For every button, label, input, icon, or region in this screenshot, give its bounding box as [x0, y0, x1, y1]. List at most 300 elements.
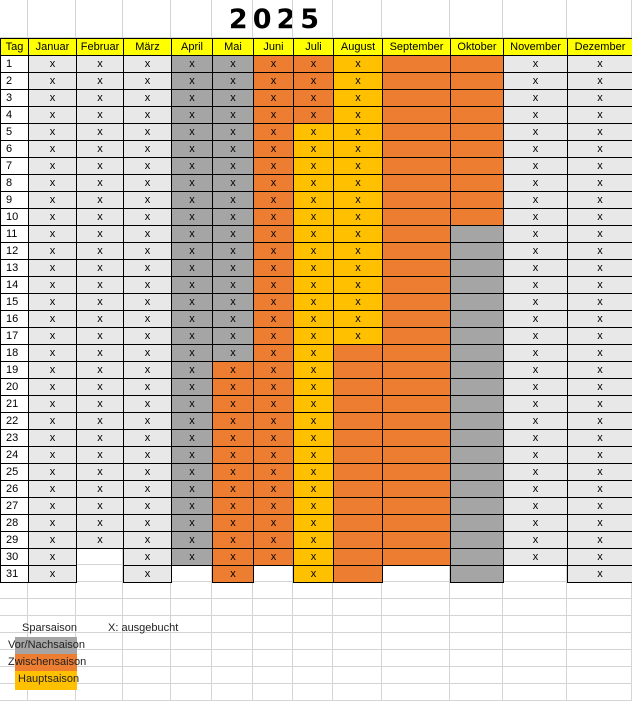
day-cell-spar[interactable]: x [567, 225, 632, 243]
day-cell-haupt[interactable]: x [293, 565, 334, 583]
day-cell-zwischen[interactable] [382, 378, 451, 396]
day-number-cell[interactable]: 7 [0, 157, 29, 175]
day-cell-spar[interactable]: x [503, 191, 568, 209]
day-cell-vor-nach[interactable]: x [212, 259, 254, 277]
day-cell-spar[interactable]: x [28, 225, 77, 243]
day-cell-spar[interactable]: x [567, 293, 632, 311]
day-cell-spar[interactable]: x [567, 412, 632, 430]
day-cell-haupt[interactable]: x [293, 344, 334, 362]
day-cell-vor-nach[interactable]: x [171, 208, 213, 226]
day-cell-spar[interactable]: x [28, 293, 77, 311]
day-cell-vor-nach[interactable] [450, 361, 504, 379]
day-cell-zwischen[interactable]: x [212, 361, 254, 379]
day-cell-vor-nach[interactable]: x [171, 548, 213, 566]
day-cell-haupt[interactable]: x [333, 310, 383, 328]
day-cell-spar[interactable]: x [28, 344, 77, 362]
day-cell-vor-nach[interactable]: x [171, 429, 213, 447]
day-cell-zwischen[interactable]: x [253, 497, 294, 515]
day-cell-spar[interactable]: x [567, 480, 632, 498]
day-cell-spar[interactable]: x [567, 174, 632, 192]
day-cell-spar[interactable]: x [28, 140, 77, 158]
day-cell-haupt[interactable]: x [333, 191, 383, 209]
day-number-cell[interactable]: 23 [0, 429, 29, 447]
day-cell-spar[interactable]: x [123, 276, 172, 294]
day-cell-spar[interactable]: x [503, 344, 568, 362]
day-number-cell[interactable]: 20 [0, 378, 29, 396]
day-cell-haupt[interactable]: x [293, 242, 334, 260]
day-cell-spar[interactable]: x [567, 208, 632, 226]
day-cell-zwischen[interactable]: x [293, 89, 334, 107]
day-cell-spar[interactable]: x [503, 242, 568, 260]
day-cell-spar[interactable]: x [76, 344, 124, 362]
day-cell-spar[interactable]: x [76, 140, 124, 158]
day-cell-spar[interactable]: x [567, 361, 632, 379]
day-cell-vor-nach[interactable]: x [171, 55, 213, 73]
day-cell-haupt[interactable]: x [333, 89, 383, 107]
day-cell-spar[interactable]: x [76, 174, 124, 192]
day-cell-spar[interactable]: x [567, 395, 632, 413]
header-month[interactable]: November [503, 38, 568, 56]
day-cell-zwischen[interactable]: x [253, 531, 294, 549]
day-number-cell[interactable]: 6 [0, 140, 29, 158]
day-cell-haupt[interactable]: x [333, 72, 383, 90]
day-cell-vor-nach[interactable]: x [171, 225, 213, 243]
day-cell-spar[interactable]: x [503, 157, 568, 175]
day-cell-spar[interactable]: x [567, 429, 632, 447]
day-cell-haupt[interactable]: x [293, 497, 334, 515]
day-number-cell[interactable]: 5 [0, 123, 29, 141]
day-cell-spar[interactable]: x [76, 514, 124, 532]
day-cell-spar[interactable]: x [503, 463, 568, 481]
day-cell-zwischen[interactable] [382, 89, 451, 107]
day-cell-spar[interactable]: x [28, 123, 77, 141]
day-cell-vor-nach[interactable] [450, 293, 504, 311]
day-cell-zwischen[interactable] [450, 174, 504, 192]
day-cell-vor-nach[interactable] [450, 259, 504, 277]
day-cell-zwischen[interactable] [450, 55, 504, 73]
day-cell-haupt[interactable]: x [293, 378, 334, 396]
day-cell-spar[interactable]: x [123, 259, 172, 277]
day-cell-haupt[interactable]: x [293, 208, 334, 226]
day-cell-vor-nach[interactable]: x [212, 225, 254, 243]
day-cell-spar[interactable]: x [503, 310, 568, 328]
day-cell-spar[interactable]: x [503, 208, 568, 226]
day-cell-vor-nach[interactable]: x [212, 242, 254, 260]
day-number-cell[interactable]: 18 [0, 344, 29, 362]
day-cell-zwischen[interactable] [333, 497, 383, 515]
day-cell-haupt[interactable]: x [293, 531, 334, 549]
day-cell-haupt[interactable]: x [333, 174, 383, 192]
day-cell-haupt[interactable]: x [333, 123, 383, 141]
day-cell-spar[interactable]: x [503, 361, 568, 379]
day-cell-spar[interactable]: x [123, 174, 172, 192]
day-number-cell[interactable]: 21 [0, 395, 29, 413]
day-cell-spar[interactable]: x [76, 378, 124, 396]
day-number-cell[interactable]: 9 [0, 191, 29, 209]
day-cell-vor-nach[interactable] [450, 395, 504, 413]
day-cell-vor-nach[interactable]: x [212, 106, 254, 124]
day-cell-zwischen[interactable]: x [212, 463, 254, 481]
day-cell-spar[interactable]: x [76, 157, 124, 175]
day-cell-spar[interactable]: x [76, 259, 124, 277]
header-month[interactable]: Februar [76, 38, 124, 56]
day-cell-spar[interactable]: x [28, 72, 77, 90]
day-cell-spar[interactable]: x [76, 446, 124, 464]
day-number-cell[interactable]: 24 [0, 446, 29, 464]
day-cell-spar[interactable]: x [503, 174, 568, 192]
day-cell-vor-nach[interactable]: x [212, 191, 254, 209]
day-cell-spar[interactable]: x [123, 412, 172, 430]
day-cell-vor-nach[interactable]: x [171, 157, 213, 175]
day-cell-vor-nach[interactable]: x [171, 497, 213, 515]
day-cell-zwischen[interactable]: x [253, 548, 294, 566]
day-cell-vor-nach[interactable]: x [212, 55, 254, 73]
day-cell-spar[interactable]: x [503, 446, 568, 464]
day-cell-zwischen[interactable] [450, 140, 504, 158]
day-cell-vor-nach[interactable] [450, 463, 504, 481]
day-cell-spar[interactable]: x [28, 276, 77, 294]
day-number-cell[interactable]: 17 [0, 327, 29, 345]
day-cell-zwischen[interactable]: x [212, 395, 254, 413]
day-cell-zwischen[interactable] [382, 208, 451, 226]
day-cell-zwischen[interactable] [382, 174, 451, 192]
day-cell-zwischen[interactable]: x [212, 531, 254, 549]
day-number-cell[interactable]: 3 [0, 89, 29, 107]
day-cell-zwischen[interactable] [450, 157, 504, 175]
day-cell-spar[interactable]: x [28, 242, 77, 260]
day-cell-zwischen[interactable] [333, 548, 383, 566]
day-cell-haupt[interactable]: x [293, 412, 334, 430]
day-number-cell[interactable]: 2 [0, 72, 29, 90]
day-cell-zwischen[interactable]: x [253, 174, 294, 192]
day-cell-vor-nach[interactable]: x [212, 123, 254, 141]
day-cell-zwischen[interactable] [382, 191, 451, 209]
day-cell-zwischen[interactable] [382, 140, 451, 158]
day-cell-spar[interactable]: x [76, 310, 124, 328]
day-cell-zwischen[interactable]: x [253, 259, 294, 277]
day-cell-vor-nach[interactable] [450, 565, 504, 583]
day-cell-spar[interactable]: x [567, 310, 632, 328]
day-cell-zwischen[interactable] [382, 531, 451, 549]
day-cell-spar[interactable]: x [503, 395, 568, 413]
day-cell-zwischen[interactable] [382, 123, 451, 141]
header-month[interactable]: Dezember [567, 38, 632, 56]
day-cell-haupt[interactable]: x [293, 191, 334, 209]
day-cell-spar[interactable]: x [567, 191, 632, 209]
day-cell-zwischen[interactable]: x [212, 429, 254, 447]
day-number-cell[interactable]: 30 [0, 548, 29, 566]
day-cell-spar[interactable]: x [28, 259, 77, 277]
day-cell-vor-nach[interactable]: x [171, 140, 213, 158]
day-cell-zwischen[interactable] [333, 514, 383, 532]
day-cell-vor-nach[interactable]: x [171, 106, 213, 124]
header-month[interactable]: Juli [293, 38, 334, 56]
day-cell-vor-nach[interactable] [450, 480, 504, 498]
day-cell-zwischen[interactable] [333, 429, 383, 447]
day-cell-vor-nach[interactable]: x [171, 310, 213, 328]
day-cell-zwischen[interactable] [382, 361, 451, 379]
day-cell-spar[interactable]: x [28, 565, 77, 583]
day-cell-zwischen[interactable] [382, 242, 451, 260]
day-cell-vor-nach[interactable]: x [212, 157, 254, 175]
day-cell-spar[interactable]: x [28, 514, 77, 532]
day-cell-zwischen[interactable]: x [253, 225, 294, 243]
day-cell-zwischen[interactable]: x [253, 191, 294, 209]
day-cell-spar[interactable]: x [567, 446, 632, 464]
day-cell-spar[interactable]: x [76, 463, 124, 481]
day-cell-spar[interactable]: x [503, 89, 568, 107]
day-cell-spar[interactable]: x [76, 123, 124, 141]
day-cell-vor-nach[interactable]: x [212, 310, 254, 328]
day-number-cell[interactable]: 15 [0, 293, 29, 311]
day-cell-spar[interactable]: x [28, 157, 77, 175]
day-cell-spar[interactable]: x [76, 395, 124, 413]
day-cell-vor-nach[interactable]: x [171, 378, 213, 396]
day-number-cell[interactable]: 26 [0, 480, 29, 498]
day-cell-spar[interactable]: x [76, 412, 124, 430]
day-cell-zwischen[interactable] [382, 429, 451, 447]
day-cell-zwischen[interactable] [382, 225, 451, 243]
day-cell-vor-nach[interactable] [450, 548, 504, 566]
day-cell-zwischen[interactable]: x [253, 157, 294, 175]
day-cell-spar[interactable]: x [76, 208, 124, 226]
day-cell-spar[interactable]: x [123, 429, 172, 447]
day-cell-spar[interactable]: x [123, 514, 172, 532]
day-cell-haupt[interactable]: x [293, 157, 334, 175]
day-cell-spar[interactable]: x [503, 548, 568, 566]
day-cell-spar[interactable]: x [123, 531, 172, 549]
day-cell-spar[interactable]: x [123, 327, 172, 345]
day-cell-spar[interactable]: x [76, 191, 124, 209]
day-cell-spar[interactable]: x [123, 378, 172, 396]
day-number-cell[interactable]: 10 [0, 208, 29, 226]
day-cell-spar[interactable]: x [503, 412, 568, 430]
day-cell-haupt[interactable]: x [293, 293, 334, 311]
day-cell-zwischen[interactable]: x [253, 123, 294, 141]
day-cell-haupt[interactable]: x [293, 429, 334, 447]
header-month[interactable]: März [123, 38, 172, 56]
day-number-cell[interactable]: 28 [0, 514, 29, 532]
day-cell-vor-nach[interactable] [450, 310, 504, 328]
day-cell-vor-nach[interactable] [450, 276, 504, 294]
day-cell-vor-nach[interactable]: x [212, 293, 254, 311]
day-cell-zwischen[interactable]: x [212, 446, 254, 464]
day-cell-zwischen[interactable] [450, 72, 504, 90]
day-cell-zwischen[interactable]: x [253, 55, 294, 73]
day-cell-vor-nach[interactable]: x [171, 446, 213, 464]
day-cell-spar[interactable]: x [28, 191, 77, 209]
day-cell-zwischen[interactable] [382, 395, 451, 413]
day-cell-spar[interactable]: x [503, 293, 568, 311]
day-cell-vor-nach[interactable]: x [171, 361, 213, 379]
day-number-cell[interactable]: 1 [0, 55, 29, 73]
day-cell-spar[interactable]: x [76, 293, 124, 311]
day-cell-zwischen[interactable] [333, 395, 383, 413]
day-cell-spar[interactable]: x [567, 344, 632, 362]
day-cell-vor-nach[interactable]: x [212, 327, 254, 345]
day-number-cell[interactable]: 12 [0, 242, 29, 260]
day-cell-spar[interactable]: x [123, 55, 172, 73]
day-cell-zwischen[interactable] [382, 106, 451, 124]
day-cell-haupt[interactable]: x [333, 208, 383, 226]
day-cell-spar[interactable]: x [123, 293, 172, 311]
day-cell-vor-nach[interactable]: x [171, 463, 213, 481]
day-cell-spar[interactable]: x [76, 497, 124, 515]
day-cell-haupt[interactable]: x [293, 276, 334, 294]
day-cell-spar[interactable]: x [123, 310, 172, 328]
day-cell-spar[interactable]: x [123, 242, 172, 260]
day-cell-zwischen[interactable] [382, 55, 451, 73]
day-cell-spar[interactable]: x [28, 463, 77, 481]
day-cell-vor-nach[interactable]: x [212, 208, 254, 226]
day-cell-spar[interactable]: x [123, 548, 172, 566]
day-cell-vor-nach[interactable]: x [171, 89, 213, 107]
day-number-cell[interactable]: 31 [0, 565, 29, 583]
day-cell-zwischen[interactable]: x [253, 140, 294, 158]
day-cell-vor-nach[interactable] [450, 378, 504, 396]
day-cell-zwischen[interactable] [333, 344, 383, 362]
day-cell-zwischen[interactable] [382, 157, 451, 175]
day-cell-zwischen[interactable] [333, 446, 383, 464]
day-cell-vor-nach[interactable] [450, 446, 504, 464]
day-cell-spar[interactable]: x [567, 259, 632, 277]
day-cell-zwischen[interactable]: x [253, 72, 294, 90]
day-cell-spar[interactable]: x [503, 123, 568, 141]
day-number-cell[interactable]: 11 [0, 225, 29, 243]
day-cell-spar[interactable]: x [567, 548, 632, 566]
day-cell-spar[interactable]: x [28, 446, 77, 464]
day-cell-haupt[interactable]: x [333, 276, 383, 294]
day-cell-spar[interactable]: x [123, 225, 172, 243]
day-cell-spar[interactable]: x [503, 276, 568, 294]
day-cell-zwischen[interactable]: x [293, 55, 334, 73]
day-cell-zwischen[interactable]: x [253, 361, 294, 379]
day-cell-spar[interactable]: x [567, 276, 632, 294]
header-month[interactable]: Oktober [450, 38, 504, 56]
day-cell-spar[interactable]: x [76, 89, 124, 107]
day-cell-vor-nach[interactable]: x [171, 412, 213, 430]
header-month[interactable]: September [382, 38, 451, 56]
day-cell-vor-nach[interactable] [450, 497, 504, 515]
day-cell-spar[interactable]: x [28, 174, 77, 192]
day-cell-spar[interactable]: x [76, 361, 124, 379]
day-cell-zwischen[interactable]: x [253, 412, 294, 430]
day-cell-zwischen[interactable]: x [253, 514, 294, 532]
day-number-cell[interactable]: 16 [0, 310, 29, 328]
day-number-cell[interactable]: 19 [0, 361, 29, 379]
day-cell-zwischen[interactable]: x [253, 106, 294, 124]
day-cell-zwischen[interactable]: x [253, 293, 294, 311]
header-month[interactable]: Mai [212, 38, 254, 56]
day-cell-spar[interactable]: x [567, 72, 632, 90]
day-cell-spar[interactable]: x [567, 55, 632, 73]
day-cell-vor-nach[interactable] [450, 327, 504, 345]
day-cell-zwischen[interactable]: x [253, 395, 294, 413]
day-cell-haupt[interactable]: x [293, 140, 334, 158]
header-month[interactable]: April [171, 38, 213, 56]
day-cell-spar[interactable]: x [503, 531, 568, 549]
day-cell-vor-nach[interactable]: x [171, 174, 213, 192]
day-cell-vor-nach[interactable]: x [171, 514, 213, 532]
day-cell-spar[interactable]: x [123, 480, 172, 498]
day-cell-vor-nach[interactable]: x [212, 344, 254, 362]
day-cell-haupt[interactable]: x [333, 157, 383, 175]
day-cell-zwischen[interactable] [382, 548, 451, 566]
day-cell-spar[interactable]: x [28, 429, 77, 447]
day-cell-haupt[interactable]: x [293, 259, 334, 277]
day-cell-spar[interactable]: x [567, 514, 632, 532]
day-cell-spar[interactable]: x [503, 72, 568, 90]
day-cell-spar[interactable]: x [503, 55, 568, 73]
day-cell-vor-nach[interactable]: x [171, 327, 213, 345]
day-cell-zwischen[interactable]: x [293, 106, 334, 124]
day-cell-spar[interactable]: x [28, 497, 77, 515]
day-cell-zwischen[interactable] [333, 480, 383, 498]
day-cell-zwischen[interactable] [382, 344, 451, 362]
day-cell-spar[interactable]: x [567, 89, 632, 107]
day-cell-zwischen[interactable]: x [212, 548, 254, 566]
day-cell-spar[interactable]: x [503, 106, 568, 124]
day-cell-vor-nach[interactable] [450, 412, 504, 430]
day-cell-zwischen[interactable]: x [253, 480, 294, 498]
day-cell-spar[interactable]: x [567, 123, 632, 141]
day-cell-zwischen[interactable] [450, 106, 504, 124]
header-month[interactable]: Juni [253, 38, 294, 56]
day-cell-zwischen[interactable]: x [253, 327, 294, 345]
day-cell-vor-nach[interactable]: x [171, 191, 213, 209]
day-cell-vor-nach[interactable]: x [212, 276, 254, 294]
day-cell-vor-nach[interactable]: x [171, 72, 213, 90]
day-cell-haupt[interactable]: x [293, 361, 334, 379]
day-cell-spar[interactable]: x [123, 123, 172, 141]
day-cell-spar[interactable]: x [123, 89, 172, 107]
day-cell-vor-nach[interactable] [450, 225, 504, 243]
day-cell-spar[interactable]: x [28, 395, 77, 413]
day-cell-zwischen[interactable] [382, 72, 451, 90]
day-cell-haupt[interactable]: x [293, 463, 334, 481]
day-cell-zwischen[interactable]: x [253, 446, 294, 464]
day-cell-haupt[interactable]: x [293, 514, 334, 532]
day-cell-spar[interactable]: x [567, 378, 632, 396]
day-cell-spar[interactable]: x [28, 548, 77, 566]
day-cell-zwischen[interactable]: x [253, 344, 294, 362]
day-cell-zwischen[interactable] [382, 327, 451, 345]
day-cell-vor-nach[interactable]: x [212, 89, 254, 107]
day-cell-spar[interactable]: x [123, 140, 172, 158]
day-cell-vor-nach[interactable]: x [171, 276, 213, 294]
day-cell-spar[interactable]: x [567, 565, 632, 583]
day-cell-vor-nach[interactable] [450, 344, 504, 362]
day-cell-haupt[interactable]: x [293, 395, 334, 413]
day-cell-zwischen[interactable] [382, 480, 451, 498]
day-cell-spar[interactable]: x [567, 463, 632, 481]
day-cell-spar[interactable]: x [567, 327, 632, 345]
day-cell-haupt[interactable]: x [293, 548, 334, 566]
day-cell-spar[interactable]: x [503, 378, 568, 396]
day-cell-haupt[interactable]: x [333, 55, 383, 73]
day-cell-zwischen[interactable] [450, 89, 504, 107]
day-cell-vor-nach[interactable] [450, 514, 504, 532]
day-number-cell[interactable]: 4 [0, 106, 29, 124]
day-cell-zwischen[interactable]: x [253, 378, 294, 396]
day-cell-haupt[interactable]: x [293, 225, 334, 243]
day-cell-spar[interactable]: x [76, 106, 124, 124]
day-cell-spar[interactable]: x [123, 395, 172, 413]
day-cell-spar[interactable]: x [76, 480, 124, 498]
day-cell-zwischen[interactable] [333, 463, 383, 481]
day-cell-haupt[interactable]: x [293, 123, 334, 141]
day-cell-spar[interactable]: x [567, 242, 632, 260]
